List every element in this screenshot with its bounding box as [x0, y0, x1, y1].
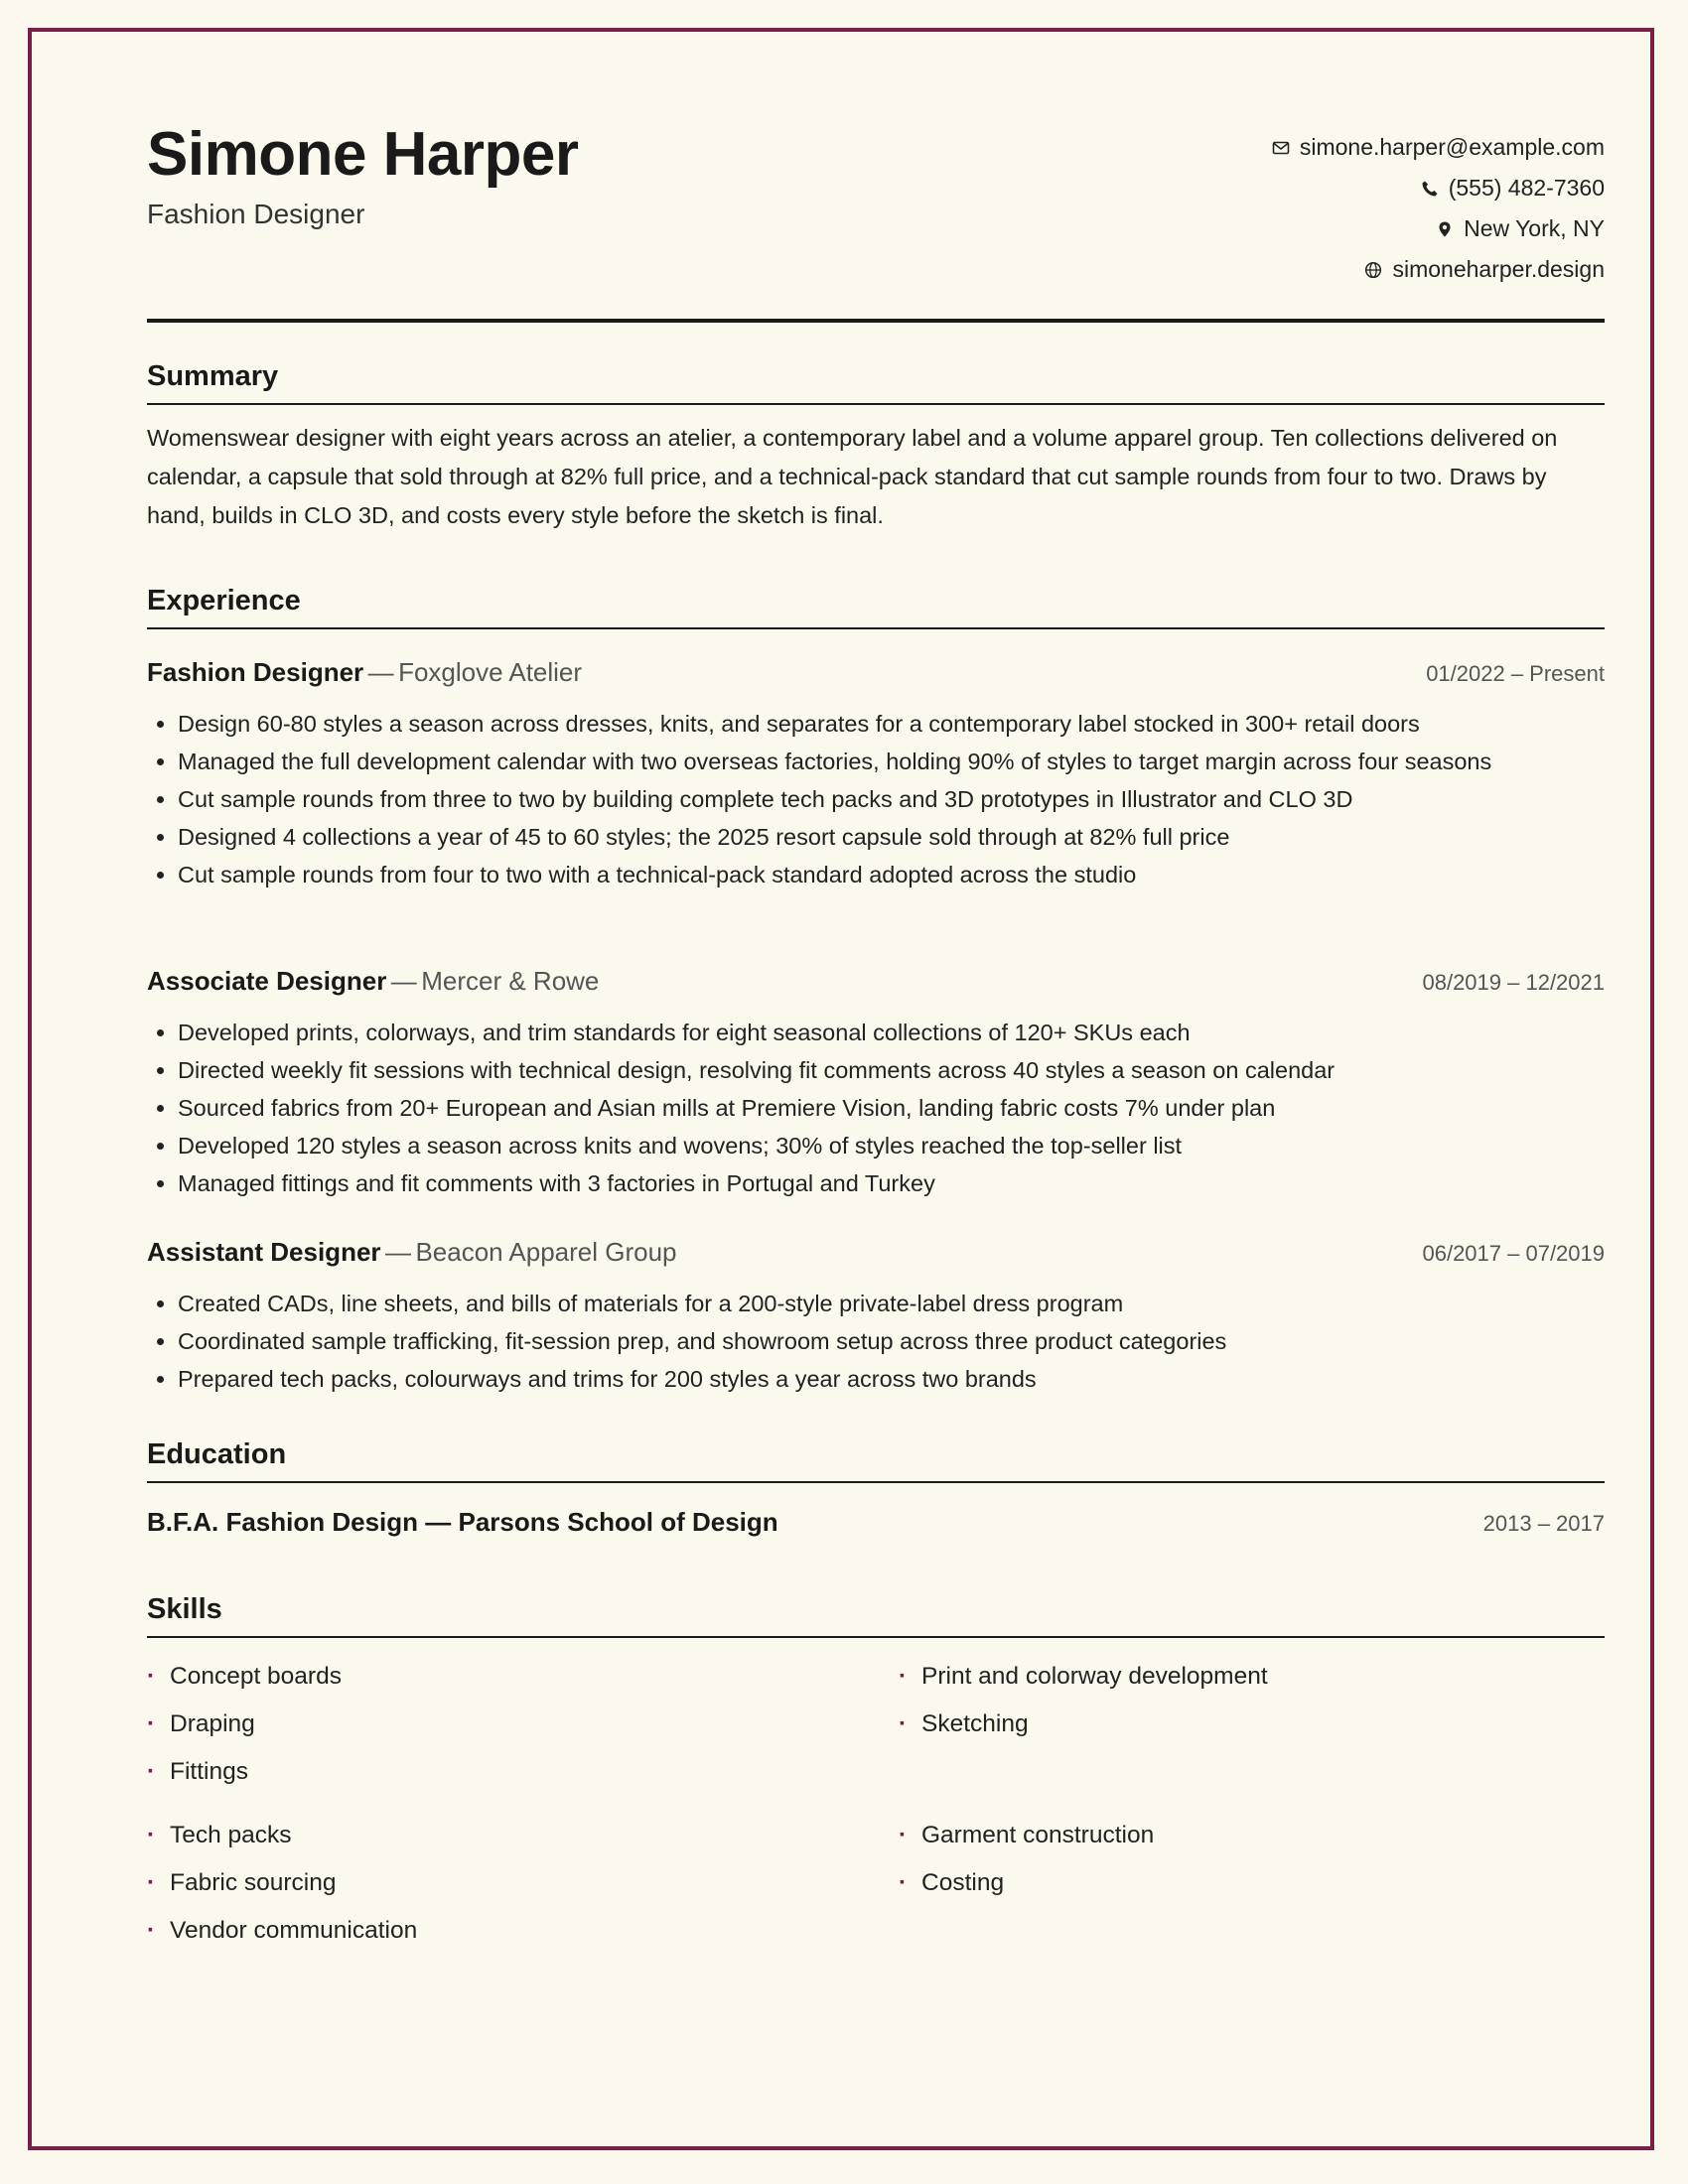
phone-icon: [1421, 180, 1439, 198]
summary-text: Womenswear designer with eight years across an atelier, a contemporary label and a volume apparel group. Ten collections delivered on calendar, a capsule that sold through at 82% full price, and a technical-pack standard that cut sample rounds from four to two. Draws by hand, builds in CLO 3D, and costs every style before the sketch is final.: [147, 425, 1558, 528]
experience-section: [147, 582, 1605, 629]
job-title: Assistant Designer: [147, 1237, 381, 1267]
job-entry: [147, 1237, 1605, 1398]
candidate-name: Simone Harper: [147, 120, 579, 189]
skill-item: · Garment construction: [899, 1822, 1155, 1848]
job-title: Fashion Designer: [147, 657, 364, 687]
contact-location: [1272, 208, 1605, 249]
summary-section: [147, 357, 1605, 535]
skill-item: · Costing: [899, 1869, 1005, 1896]
job-header: [147, 966, 1605, 1000]
job-title: Associate Designer: [147, 966, 387, 996]
contact-email[interactable]: [1272, 127, 1605, 168]
job-dates: 08/2019 – 12/2021: [1422, 970, 1605, 995]
mail-icon: [1272, 139, 1290, 157]
job-dates: 06/2017 – 07/2019: [1422, 1241, 1605, 1266]
page-frame: [28, 28, 1654, 2150]
candidate-role: Fashion Designer: [147, 199, 365, 229]
skills-heading: Skills: [147, 1590, 1605, 1638]
job-bullet: • Developed 120 styles a season across knits and wovens; 30% of styles reached the top-seller list: [178, 1127, 1605, 1164]
job-separator: —: [390, 966, 417, 996]
contact-phone-text: (555) 482-7360: [1448, 175, 1605, 201]
skills-section: [147, 1590, 1605, 1638]
contact-website-text: simoneharper.design: [1392, 256, 1605, 282]
skill-item: · Fittings: [147, 1758, 248, 1785]
job-bullet: • Created CADs, line sheets, and bills of materials for a 200-style private-label dress program: [178, 1285, 1605, 1322]
contact-email-text: simone.harper@example.com: [1299, 134, 1605, 160]
job-bullet: • Sourced fabrics from 20+ European and Asian mills at Premiere Vision, landing fabric costs 7% under plan: [178, 1089, 1605, 1127]
job-bullet: • Directed weekly fit sessions with technical design, resolving fit comments across 40 styles a season on calendar: [178, 1051, 1605, 1089]
job-bullets: [147, 705, 1605, 893]
job-entry: [147, 657, 1605, 893]
job-bullet: • Prepared tech packs, colourways and trims for 200 styles a year across two brands: [178, 1360, 1605, 1398]
job-company: Beacon Apparel Group: [415, 1237, 677, 1267]
resume-header: [147, 32, 1605, 323]
job-bullet: • Cut sample rounds from three to two by building complete tech packs and 3D prototypes in Illustrator and CLO 3D: [178, 780, 1605, 818]
job-bullets: [147, 1285, 1605, 1398]
job-bullet: • Managed the full development calendar with two overseas factories, holding 90% of styles to target margin across four seasons: [178, 743, 1605, 780]
education-heading: Education: [147, 1435, 1605, 1483]
job-separator: —: [384, 1237, 411, 1267]
job-company: Mercer & Rowe: [421, 966, 600, 996]
skill-item: · Tech packs: [147, 1822, 292, 1848]
globe-icon: [1364, 261, 1382, 279]
job-bullet: • Designed 4 collections a year of 45 to 60 styles; the 2025 resort capsule sold through at 82% full price: [178, 818, 1605, 856]
education-dates: 2013 – 2017: [1482, 1511, 1605, 1536]
location-pin-icon: [1436, 220, 1454, 238]
job-bullet: • Design 60-80 styles a season across dresses, knits, and separates for a contemporary label stocked in 300+ retail doors: [178, 705, 1605, 743]
contact-website[interactable]: [1272, 249, 1605, 290]
resume-page: [147, 32, 1605, 1944]
education-entry: [147, 1507, 1605, 1541]
job-header: [147, 657, 1605, 691]
skill-item: · Print and colorway development: [899, 1663, 1268, 1690]
summary-heading: Summary: [147, 357, 1605, 405]
job-bullet: • Managed fittings and fit comments with 3 factories in Portugal and Turkey: [178, 1164, 1605, 1202]
job-dates: 01/2022 – Present: [1426, 661, 1605, 686]
education-degree: B.F.A. Fashion Design — Parsons School of Design: [147, 1507, 778, 1537]
job-bullet: • Cut sample rounds from four to two with a technical-pack standard adopted across the studio: [178, 856, 1605, 893]
job-bullet: • Coordinated sample trafficking, fit-session prep, and showroom setup across three product categories: [178, 1322, 1605, 1360]
contact-list: [1272, 127, 1605, 290]
job-header: [147, 1237, 1605, 1271]
contact-phone[interactable]: [1272, 168, 1605, 208]
contact-location-text: New York, NY: [1464, 215, 1605, 241]
education-section: [147, 1435, 1605, 1541]
skill-item: · Concept boards: [147, 1663, 342, 1690]
experience-heading: Experience: [147, 582, 1605, 629]
job-entry: [147, 966, 1605, 1202]
job-bullet: • Developed prints, colorways, and trim standards for eight seasonal collections of 120+ SKUs each: [178, 1014, 1605, 1051]
job-company: Foxglove Atelier: [398, 657, 583, 687]
job-separator: —: [367, 657, 394, 687]
skill-item: · Vendor communication: [147, 1917, 418, 1944]
skill-item: · Sketching: [899, 1710, 1029, 1737]
skill-item: · Draping: [147, 1710, 255, 1737]
skill-item: · Fabric sourcing: [147, 1869, 337, 1896]
job-bullets: [147, 1014, 1605, 1202]
